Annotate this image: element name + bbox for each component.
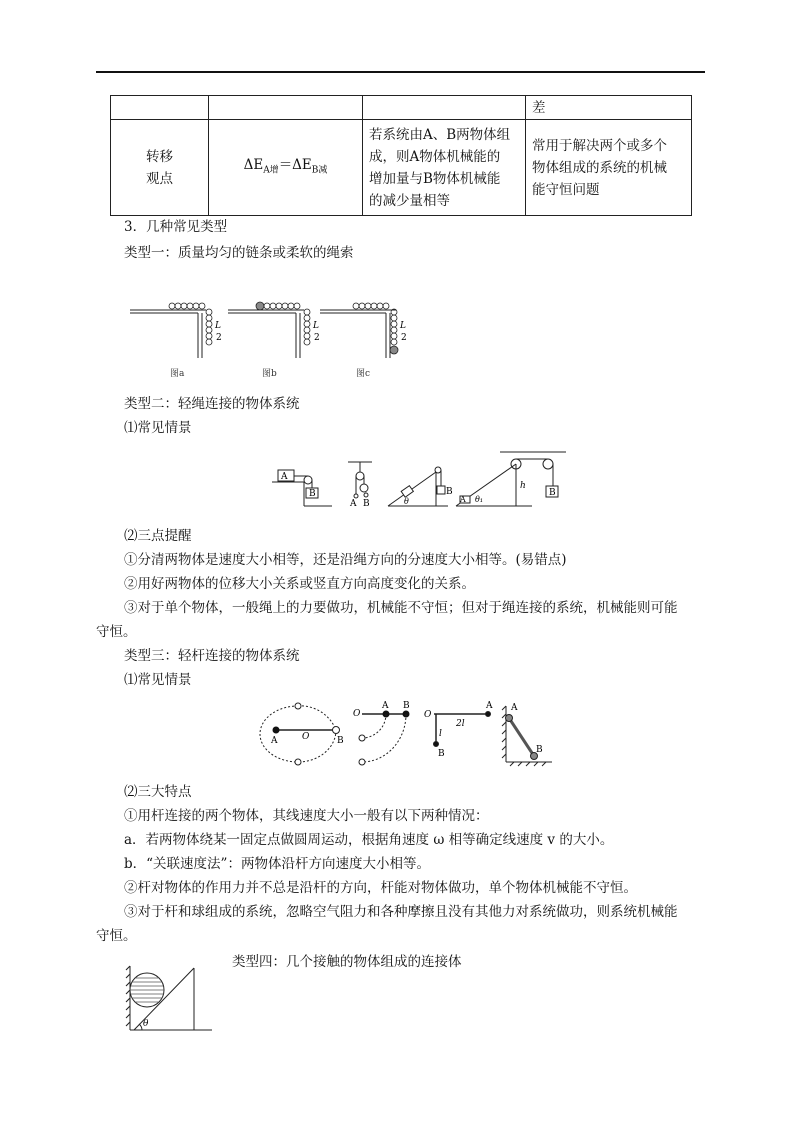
table-cell	[209, 96, 363, 120]
label-2l: 2l	[456, 719, 465, 729]
type2-point: ③对于单个物体，一般绳上的力要做功，机械能不守恒；但对于绳连接的系统，机械能则可能	[124, 600, 678, 616]
figure-caption: 图b	[262, 369, 277, 379]
type2-point: ①分清两物体是速度大小相等，还是沿绳方向的分速度大小相等。(易错点)	[124, 552, 567, 568]
table-cell	[111, 96, 209, 120]
description-cell	[363, 120, 526, 216]
label-L: L	[400, 321, 406, 331]
label-2: 2	[314, 333, 320, 343]
row-label-line: 观点	[146, 170, 173, 187]
rod-figure-1	[260, 703, 340, 765]
header-rule	[96, 71, 705, 73]
type3-intro: ①用杆连接的两个物体，其线速度大小一般有以下两种情况：	[124, 808, 489, 824]
formula-cell	[209, 120, 363, 216]
formula-sub: B减	[311, 165, 328, 176]
rope-figure-3	[388, 467, 448, 506]
type3-title: 类型三：轻杆连接的物体系统	[124, 648, 300, 664]
label-L: L	[313, 321, 319, 331]
text-line: 成，则A物体机械能的	[369, 148, 501, 165]
comparison-table	[110, 95, 692, 216]
type2-sub2: ⑵三点提醒	[124, 528, 192, 544]
type3-b: b．“关联速度法”：两物体沿杆方向速度大小相等。	[124, 856, 430, 872]
label-B: B	[438, 749, 445, 759]
label-A: A	[350, 499, 357, 509]
label-A: A	[382, 701, 389, 711]
figure-caption: 图a	[170, 369, 185, 379]
rope-figure-2	[348, 462, 372, 498]
formula-sub: A增	[263, 165, 279, 176]
row-label-line: 转移	[146, 148, 173, 165]
label-B: B	[403, 701, 410, 711]
type3-a: a．若两物体绕某一固定点做圆周运动，根据角速度 ω 相等确定线速度 v 的大小。	[124, 832, 614, 848]
label-B: B	[446, 487, 453, 497]
table-cell: 差	[526, 96, 692, 120]
label-O: O	[424, 710, 432, 720]
label-L: L	[215, 321, 221, 331]
chain-figure-a	[130, 303, 222, 358]
text-line: 能守恒问题	[532, 181, 600, 198]
text-line: 若系统由A、B两物体组	[369, 126, 511, 143]
label-A: A	[281, 472, 288, 482]
type1-title: 类型一：质量均匀的链条或柔软的绳索	[124, 245, 354, 261]
type3-p3-cont: 守恒。	[96, 928, 137, 944]
label-O: O	[353, 709, 361, 719]
type2-sub1: ⑴常见情景	[124, 420, 192, 436]
label-A: A	[486, 701, 493, 711]
label-A: A	[460, 495, 466, 504]
type4-title: 类型四：几个接触的物体组成的连接体	[232, 954, 462, 970]
usage-cell	[526, 120, 692, 216]
chain-figure-c	[320, 303, 407, 358]
table-row	[111, 96, 692, 120]
label-A: A	[511, 703, 518, 713]
table-cell	[363, 96, 526, 120]
label-B: B	[549, 488, 556, 498]
row-label	[111, 120, 209, 216]
type3-p2: ②杆对物体的作用力并不总是沿杆的方向，杆能对物体做功，单个物体机械能不守恒。	[124, 880, 637, 896]
label-B: B	[309, 489, 316, 499]
label-theta: θ	[143, 1019, 149, 1029]
label-theta1: θ₁	[475, 495, 484, 504]
type2-point: ②用好两物体的位移大小关系或竖直方向高度变化的关系。	[124, 576, 475, 592]
label-B: B	[536, 745, 543, 755]
label-theta: θ	[404, 497, 409, 506]
rod-figure-4	[502, 706, 552, 766]
rod-figure-2	[359, 711, 410, 766]
label-A: A	[271, 736, 278, 746]
type2-title: 类型二：轻绳连接的物体系统	[124, 396, 300, 412]
type3-p3: ③对于杆和球组成的系统，忽略空气阻力和各种摩擦且没有其他力对系统做功，则系统机械能	[124, 904, 678, 920]
text-line: 常用于解决两个或多个	[532, 137, 667, 154]
formula-delta: ΔE	[243, 156, 264, 173]
rod-figure-3	[434, 712, 491, 747]
label-l: l	[439, 729, 442, 739]
contact-figure	[120, 960, 220, 1034]
table-row	[111, 120, 692, 216]
figure-caption: 图c	[356, 369, 371, 379]
formula-eq: ＝ΔE	[278, 156, 312, 173]
type3-sub1: ⑴常见情景	[124, 672, 192, 688]
section-heading: 3．几种常见类型	[124, 219, 228, 235]
label-2: 2	[401, 333, 407, 343]
label-h: h	[520, 481, 526, 491]
label-B: B	[337, 736, 344, 746]
text-line: 物体组成的系统的机械	[532, 159, 667, 176]
text-line: 增加量与B物体机械能	[369, 170, 501, 187]
text-line: 的减少量相等	[369, 192, 450, 209]
type3-sub2: ⑵三大特点	[124, 784, 192, 800]
label-2: 2	[216, 333, 222, 343]
label-B: B	[363, 499, 370, 509]
rod-figures	[266, 696, 556, 772]
rope-figures	[270, 450, 570, 514]
label-O: O	[302, 732, 310, 742]
type2-point-cont: 守恒。	[96, 624, 137, 640]
chain-figure-b	[228, 302, 320, 358]
